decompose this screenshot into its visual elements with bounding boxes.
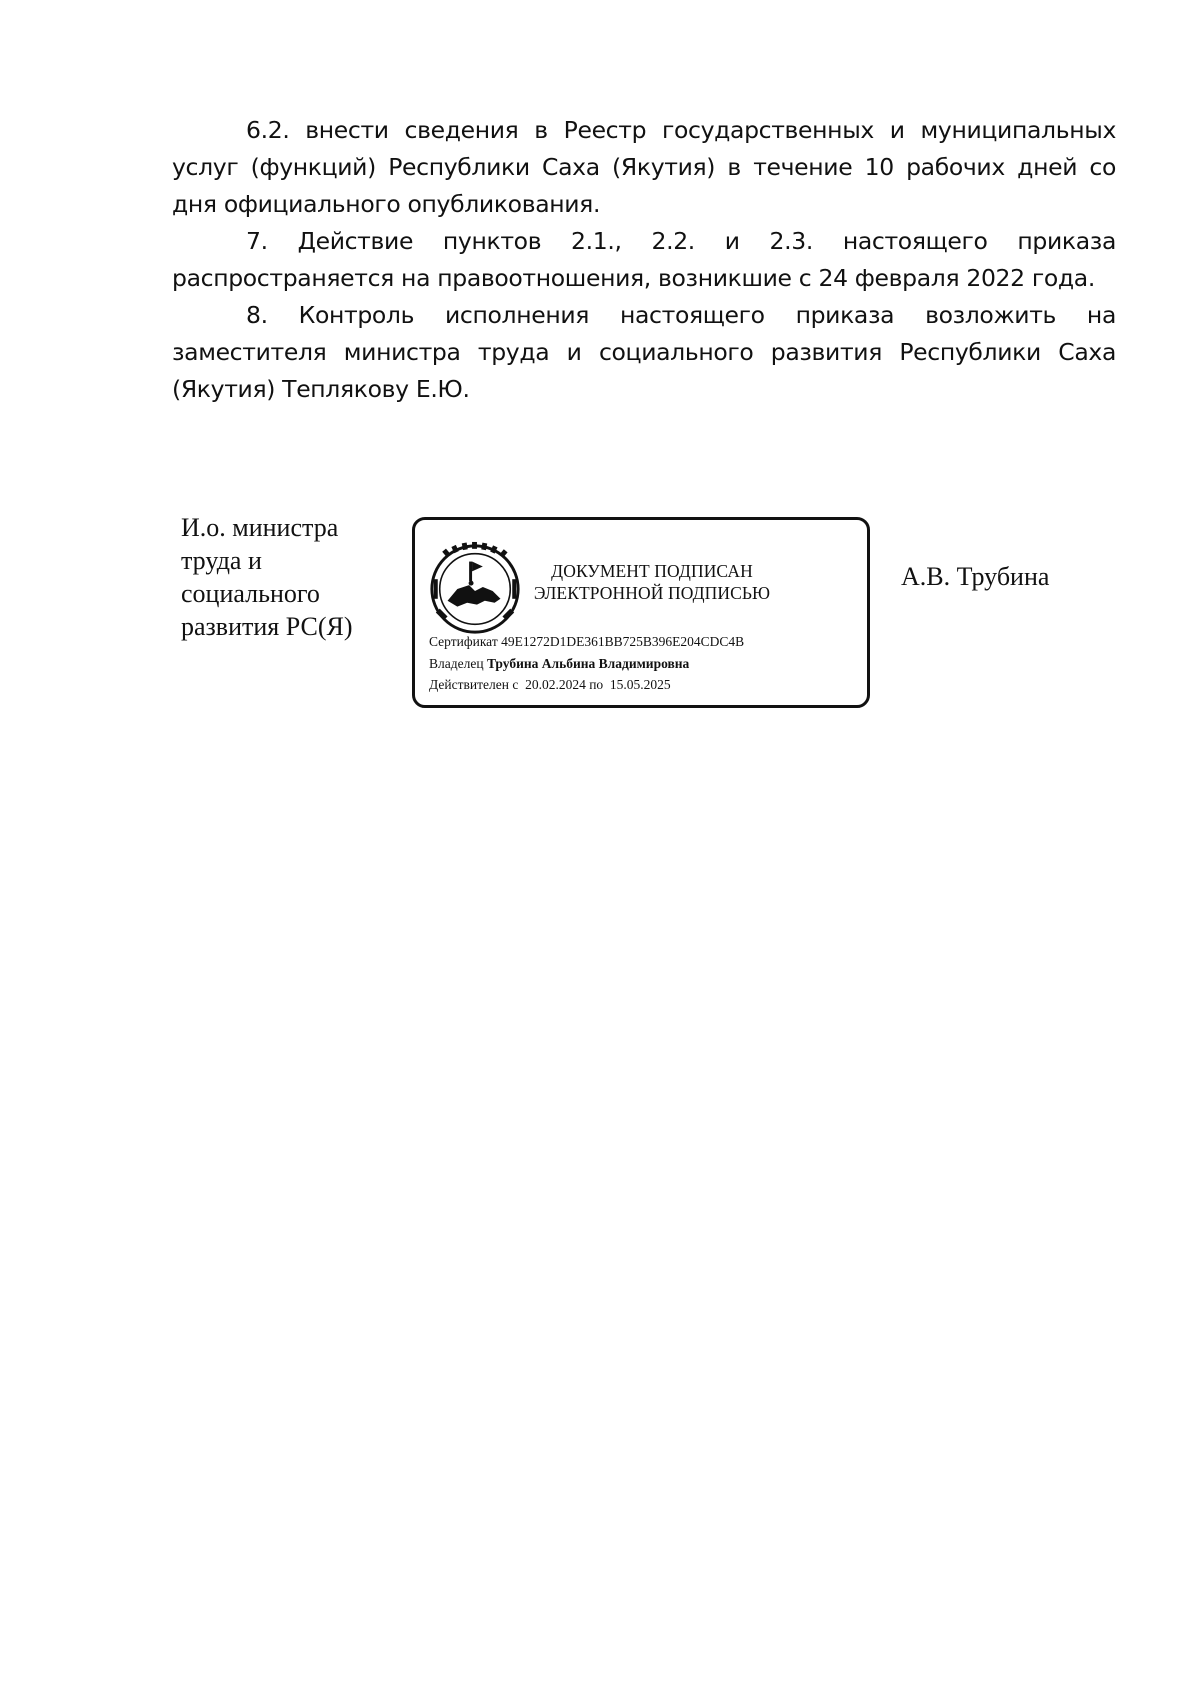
certificate-line xyxy=(429,631,744,653)
valid-to-date: 15.05.2025 xyxy=(609,677,671,692)
document-body xyxy=(172,112,1116,408)
signatory-title-line: развития РС(Я) xyxy=(181,612,353,641)
stamp-heading xyxy=(527,560,777,604)
signatory-title-line: социального xyxy=(181,579,320,608)
electronic-signature-stamp xyxy=(412,517,870,708)
validity-line xyxy=(429,674,744,696)
stamp-heading-line-1: ДОКУМЕНТ ПОДПИСАН xyxy=(551,561,753,581)
owner-label: Владелец xyxy=(429,655,484,671)
valid-label: Действителен xyxy=(429,677,509,692)
valid-from-label: с xyxy=(512,677,519,692)
paragraph-7: 7. Действие пунктов 2.1., 2.2. и 2.3. настоящего приказа распространяется на правоотношения, возникшие с 24 февраля 2022 года. xyxy=(172,227,1116,292)
stamp-details xyxy=(429,631,744,696)
signatory-title-line: труда и xyxy=(181,546,262,575)
valid-to-label: по xyxy=(589,677,604,692)
paragraph-8: 8. Контроль исполнения настоящего приказа возложить на заместителя министра труда и социального развития Республики Саха (Якутия) Теплякову Е.Ю. xyxy=(172,301,1116,403)
paragraph-6-2: 6.2. внести сведения в Реестр государственных и муниципальных услуг (функций) Республики Саха (Якутия) в течение 10 рабочих дней со дня официального опубликования. xyxy=(172,116,1116,218)
valid-from-date: 20.02.2024 xyxy=(525,677,586,692)
certificate-label: Сертификат xyxy=(429,634,498,649)
signatory-title-line: И.о. министра xyxy=(181,513,339,542)
signatory-title xyxy=(181,511,381,643)
certificate-value: 49E1272D1DE361BB725B396E204CDC4B xyxy=(501,634,745,649)
stamp-heading-line-2: ЭЛЕКТРОННОЙ ПОДПИСЬЮ xyxy=(533,583,771,603)
signer-name: А.В. Трубина xyxy=(901,562,1050,591)
owner-value: Трубина Альбина Владимировна xyxy=(486,655,690,671)
sakha-republic-emblem-icon xyxy=(426,540,524,638)
owner-line xyxy=(429,653,744,675)
